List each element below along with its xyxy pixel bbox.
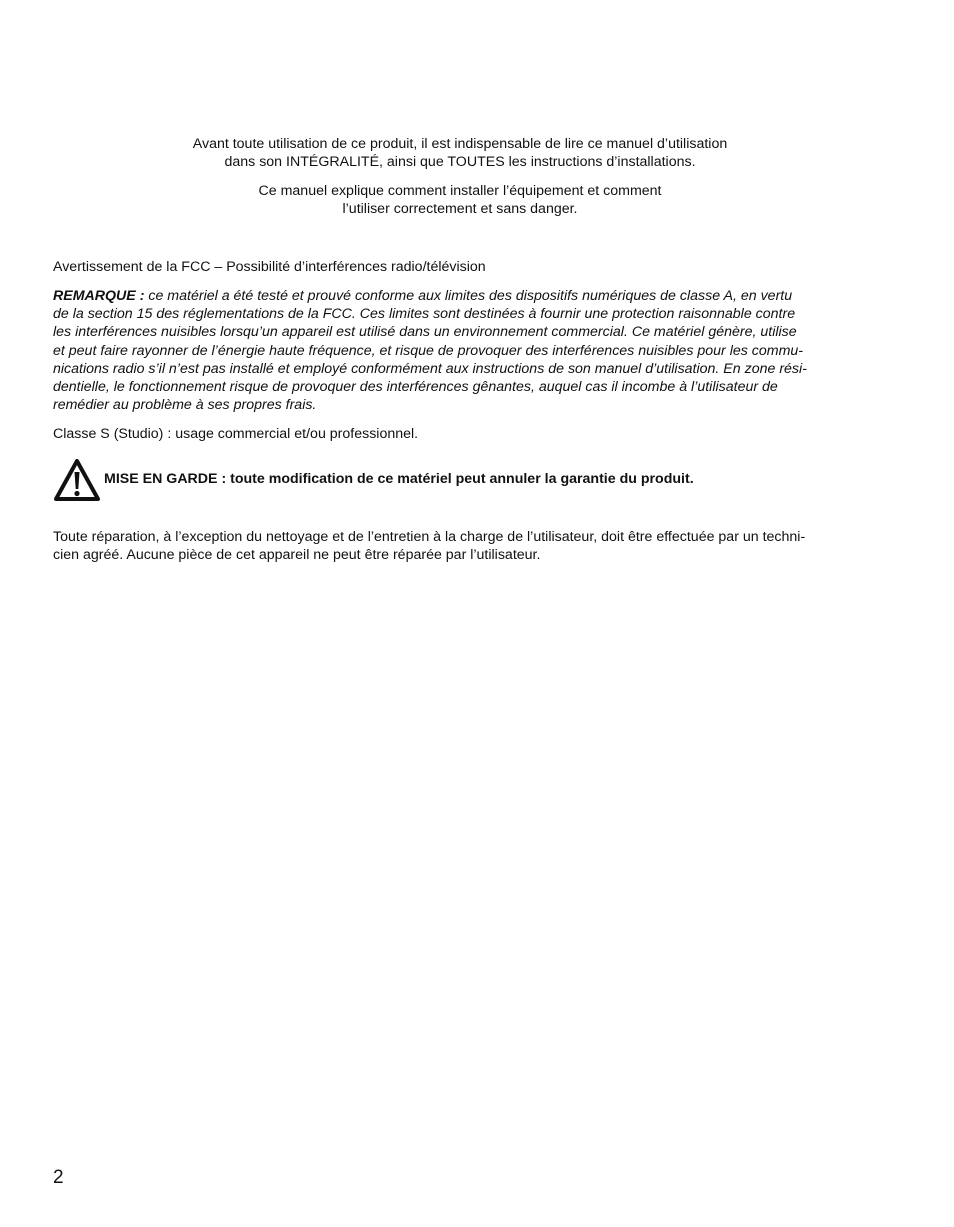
intro-manual-purpose (0, 182, 920, 218)
intro-line: Ce manuel explique comment installer l’équipement et comment (258, 183, 662, 199)
intro-reading-notice (0, 135, 920, 171)
warning-triangle-icon (53, 458, 101, 502)
fcc-heading: Avertissement de la FCC – Possibilité d’interférences radio/télévision (53, 259, 486, 275)
intro-line: dans son INTÉGRALITÉ, ainsi que TOUTES les instructions d’installations. (224, 154, 696, 170)
remark-line: nications radio s’il n’est pas installé et employé conformément aux instructions de son manuel d’utilisation. En zone rési- (53, 360, 807, 377)
fcc-remark-paragraph (53, 287, 873, 414)
repair-line: Toute réparation, à l’exception du nettoyage et de l’entretien à la charge de l’utilisateur, doit être effectuée par un techni- (53, 529, 806, 545)
class-note: Classe S (Studio) : usage commercial et/ou professionnel. (53, 426, 419, 442)
remark-line (53, 287, 873, 305)
remark-line: et peut faire rayonner de l’énergie haute fréquence, et risque de provoquer des interférences nuisibles pour les commu- (53, 342, 804, 359)
intro-line: l’utiliser correctement et sans danger. (342, 201, 578, 217)
intro-line: Avant toute utilisation de ce produit, il est indispensable de lire ce manuel d’utilisation (192, 136, 728, 152)
remark-text: ce matériel a été testé et prouvé conforme aux limites des dispositifs numériques de classe A, en vertu (144, 288, 793, 304)
remark-line: dentielle, le fonctionnement risque de provoquer des interférences gênantes, auquel cas il incombe à l’utilisateur de (53, 379, 778, 396)
remark-line: les interférences nuisibles lorsqu’un appareil est utilisé dans un environnement commercial. Ce matériel génère, utilise (53, 324, 797, 341)
repair-paragraph (53, 528, 883, 564)
remark-label: REMARQUE : (53, 288, 145, 304)
remark-line: de la section 15 des réglementations de la FCC. Ces limites sont destinées à fournir une protection raisonnable contre (53, 306, 796, 323)
repair-line: cien agréé. Aucune pièce de cet appareil ne peut être réparée par l’utilisateur. (53, 547, 541, 564)
remark-line: remédier au problème à ses propres frais. (53, 397, 317, 414)
page-number: 2 (53, 1167, 64, 1188)
warning-text: MISE EN GARDE : toute modification de ce matériel peut annuler la garantie du produit. (104, 471, 694, 487)
